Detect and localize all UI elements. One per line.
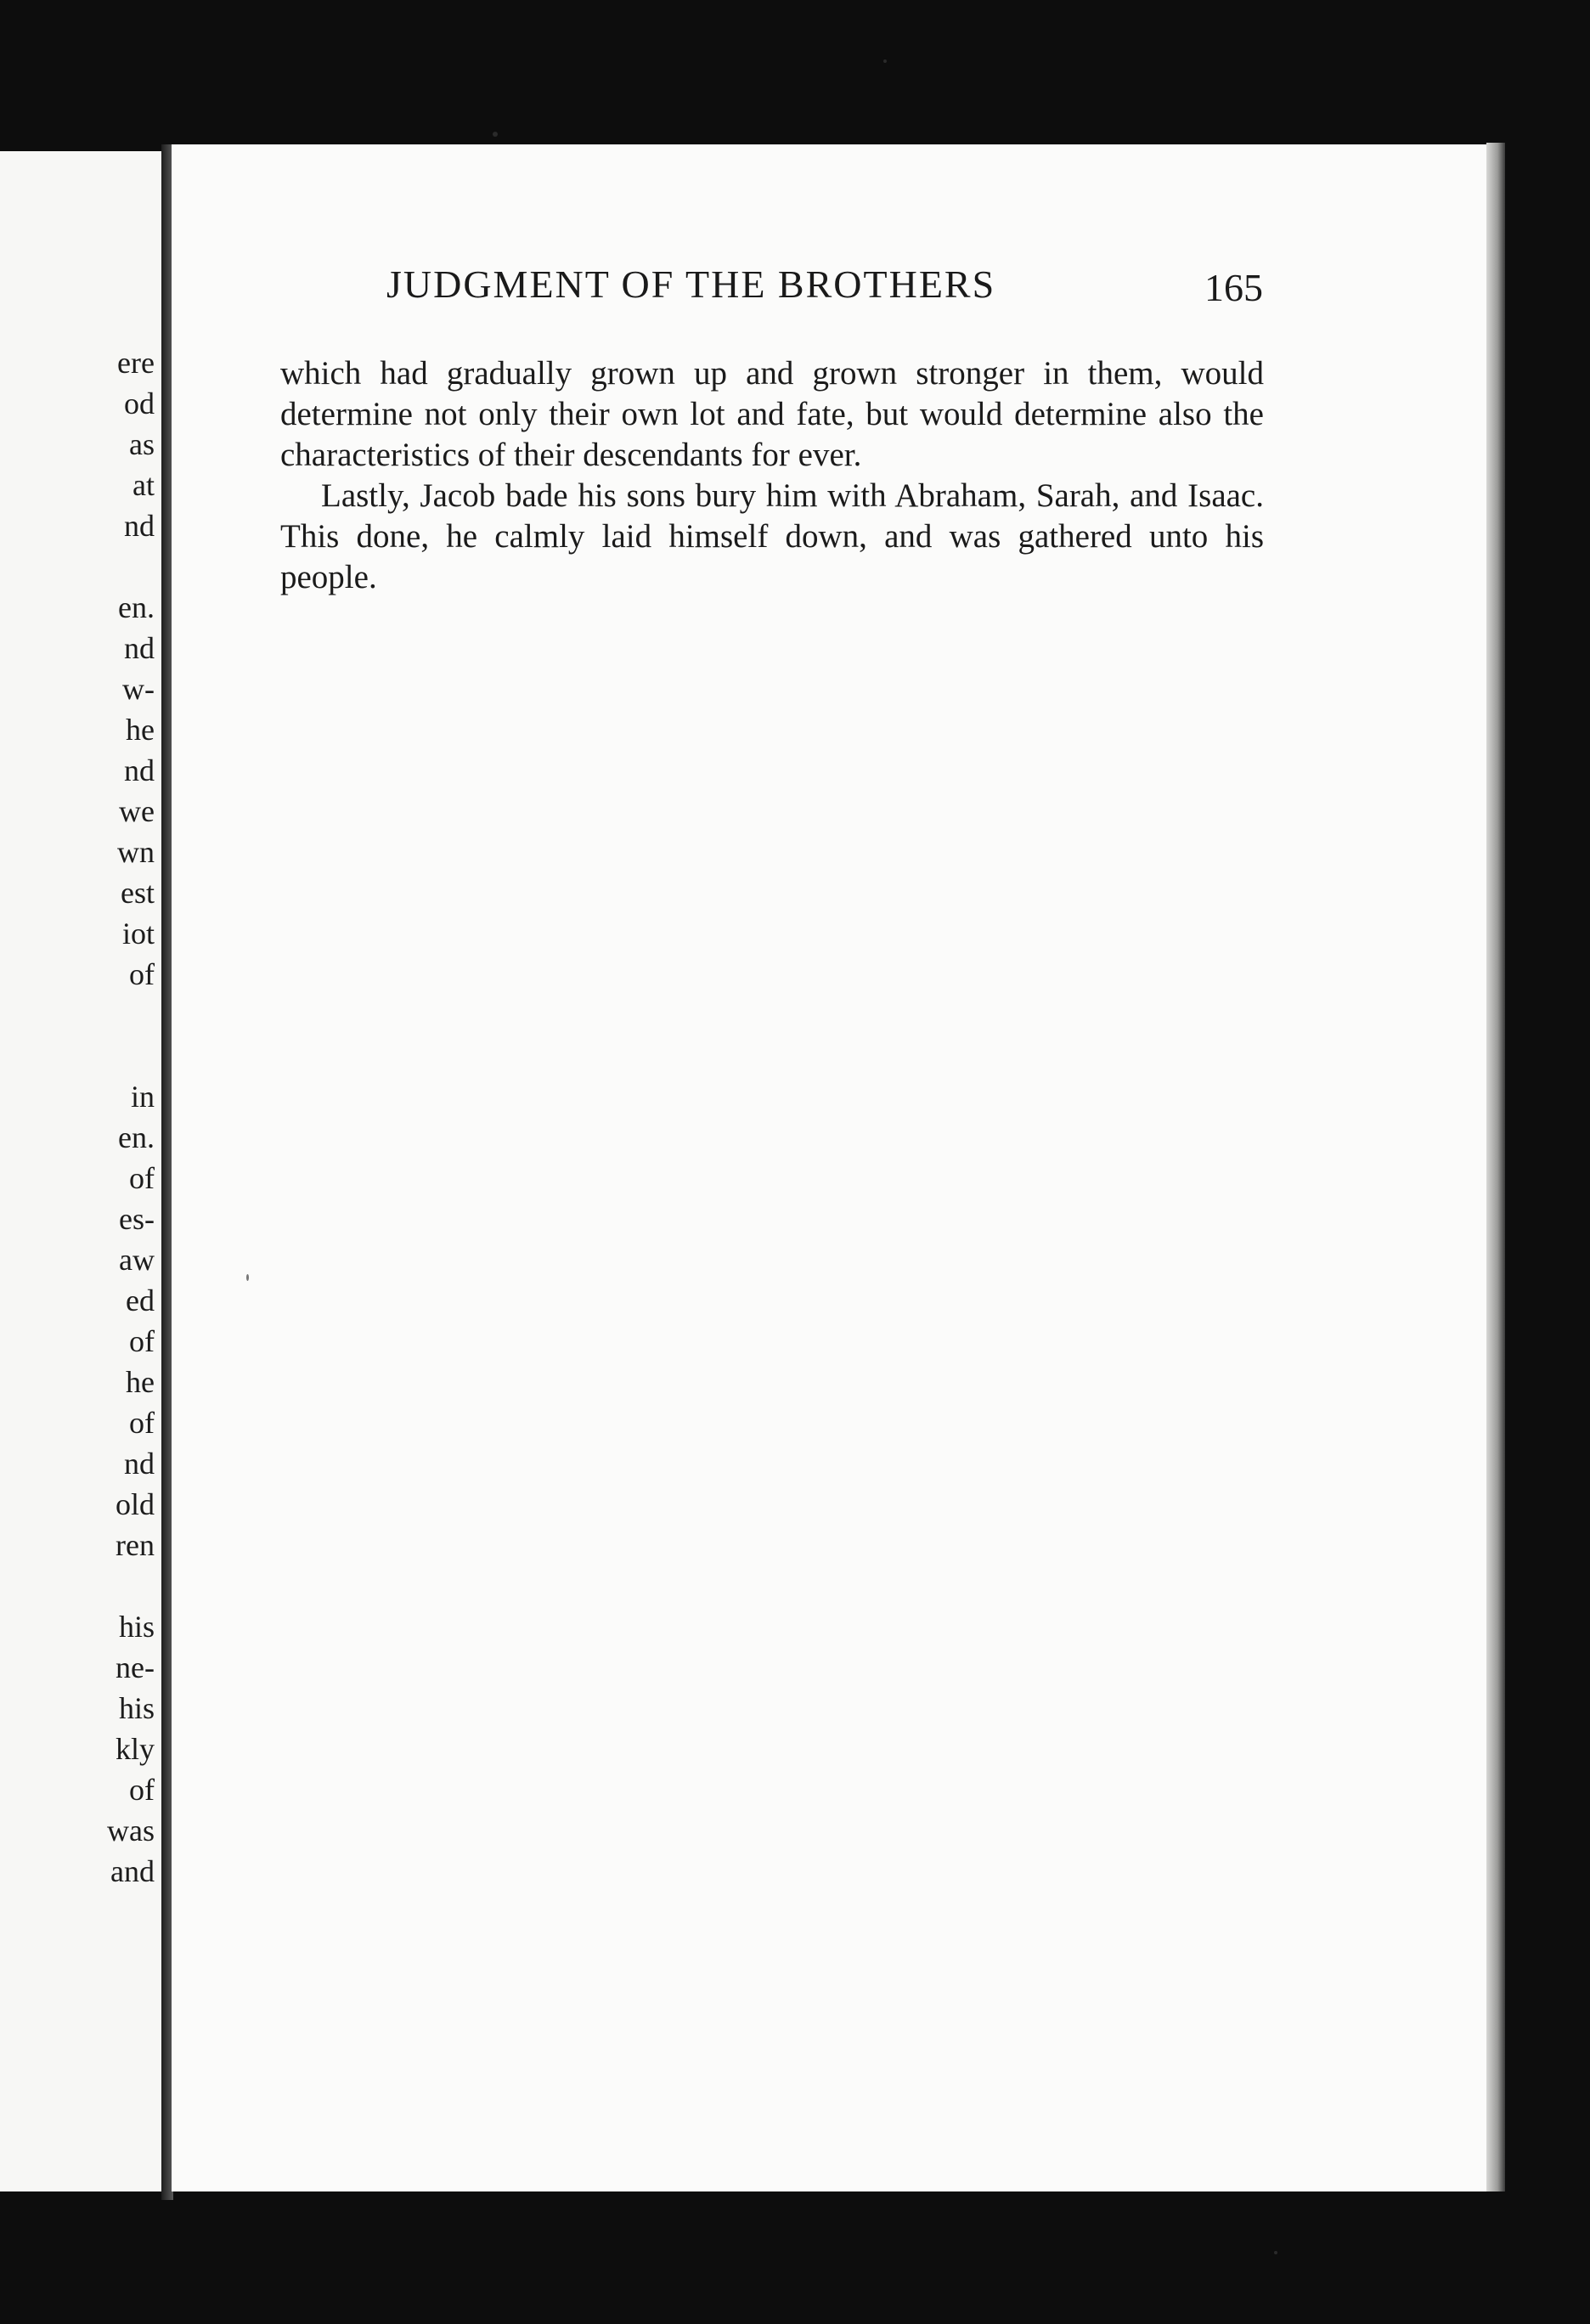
previous-page-line-fragment: w- — [122, 672, 155, 706]
previous-page-line-fragment: ne- — [116, 1650, 155, 1684]
page-body — [280, 353, 1264, 598]
previous-page-line-fragment: was — [107, 1814, 155, 1847]
previous-page-line-fragment: old — [115, 1487, 155, 1521]
previous-page-fragment — [0, 151, 165, 2191]
page-edge-shadow — [1486, 143, 1505, 2191]
previous-page-line-fragment: of — [129, 1773, 155, 1807]
previous-page-line-fragment: nd — [124, 631, 155, 665]
previous-page-line-fragment: his — [118, 1610, 155, 1644]
paragraph-continuation: which had gradually grown up and grown stronger in them, would determine not only their own lot and fate, but would determine also the characteristics of their descendants for ever. — [280, 355, 1264, 473]
previous-page-line-fragment: en. — [118, 1120, 155, 1154]
previous-page-line-fragment: kly — [115, 1732, 155, 1766]
previous-page-line-fragment: ren — [116, 1528, 155, 1562]
previous-page-line-fragment: en. — [118, 590, 155, 624]
previous-page-line-fragment: nd — [124, 1447, 155, 1481]
previous-page-line-fragment: in — [130, 1080, 155, 1114]
previous-page-line-fragment: as — [129, 427, 155, 461]
previous-page-line-fragment: he — [126, 713, 155, 747]
previous-page-line-fragment: of — [129, 1161, 155, 1195]
previous-page-line-fragment: he — [126, 1365, 155, 1399]
scan-speck — [246, 1274, 249, 1281]
previous-page-line-fragment: od — [124, 386, 155, 420]
previous-page-line-fragment: nd — [124, 753, 155, 787]
scan-speck — [1274, 2251, 1277, 2254]
previous-page-line-fragment: ed — [126, 1283, 155, 1317]
previous-page-line-fragment: aw — [119, 1243, 155, 1277]
previous-page-line-fragment: we — [119, 794, 155, 828]
scan-speck — [493, 132, 498, 137]
previous-page-line-fragment: of — [129, 1406, 155, 1440]
previous-page-line-fragment: nd — [124, 509, 155, 543]
previous-page-line-fragment: of — [129, 957, 155, 991]
previous-page-line-fragment: iot — [121, 917, 155, 950]
previous-page-line-fragment: est — [121, 876, 155, 910]
previous-page-line-fragment: wn — [117, 835, 155, 869]
previous-page-line-fragment: es- — [119, 1202, 155, 1236]
scan-speck — [883, 59, 887, 63]
paragraph: Lastly, Jacob bade his sons bury him with Abraham, Sarah, and Isaac. This done, he calmly laid himself down, and was gathered unto his people. — [280, 477, 1264, 595]
previous-page-line-fragment: and — [110, 1854, 155, 1888]
previous-page-line-fragment: ere — [117, 346, 155, 380]
page-number: 165 — [1204, 266, 1263, 309]
previous-page-line-fragment: his — [118, 1691, 155, 1725]
previous-page-line-fragment: at — [132, 468, 155, 502]
previous-page-line-fragment: of — [129, 1324, 155, 1358]
running-head: JUDGMENT OF THE BROTHERS — [386, 262, 996, 306]
